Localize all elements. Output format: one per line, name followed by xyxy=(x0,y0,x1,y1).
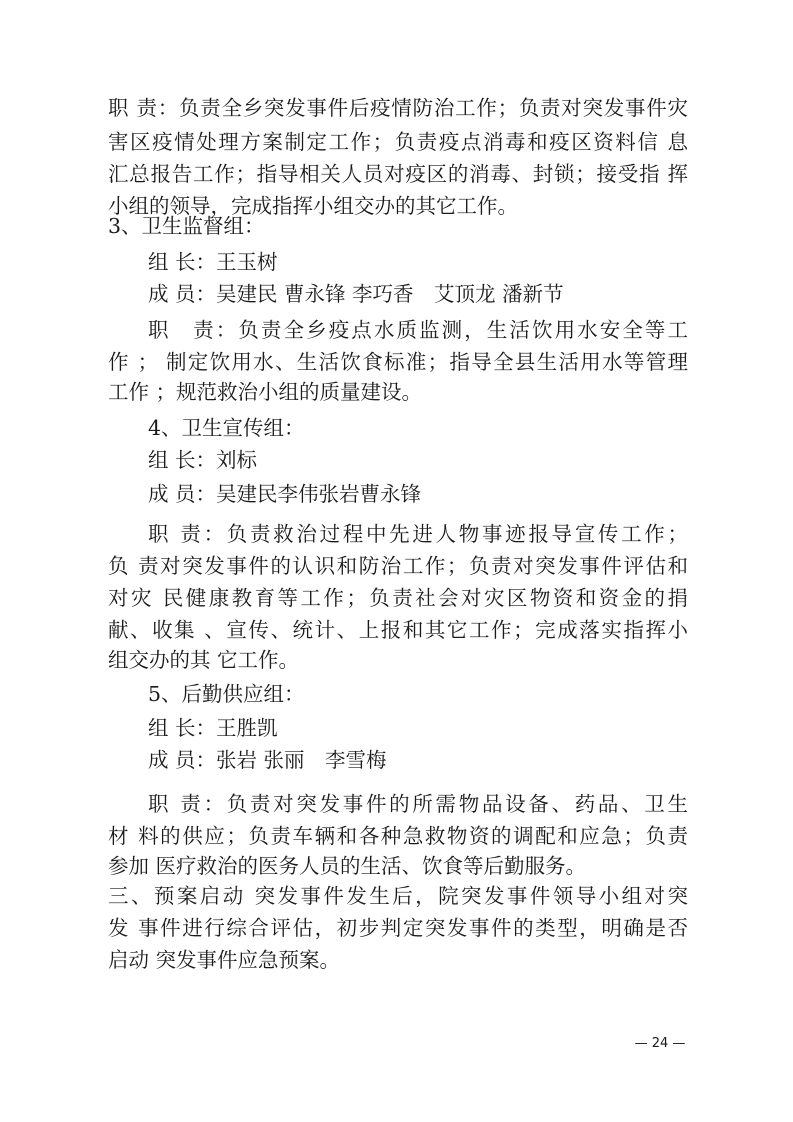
paragraph-line: 害区疫情处理方案制定工作；负责疫点消毒和疫区资料信 息 xyxy=(108,130,688,154)
paragraph-line: 启动 突发事件应急预案。 xyxy=(108,948,341,972)
paragraph-line: 工作 ；规范救治小组的质量建设。 xyxy=(108,380,423,404)
paragraph-line: 作 ； 制定饮用水、生活饮食标准；指导全县生活用水等管理 xyxy=(108,350,688,374)
paragraph-line: 参加 医疗救治的医务人员的生活、饮食等后勤服务。 xyxy=(108,854,587,878)
group-members: 成 员：吴建民李伟张岩曹永锋 xyxy=(148,482,422,506)
group-leader: 组 长：王玉树 xyxy=(148,250,278,274)
paragraph-line: 发 事件进行综合评估，初步判定突发事件的类型，明确是否 xyxy=(108,916,688,940)
paragraph-line: 职 责：负责全乡突发事件后疫情防治工作；负责对突发事件灾 xyxy=(108,96,688,120)
paragraph-line: 献、收集 、宣传、统计、上报和其它工作；完成落实指挥小 xyxy=(108,618,688,642)
group-leader: 组 长：刘标 xyxy=(148,448,258,472)
paragraph-line: 小组的领导，完成指挥小组交办的其它工作。 xyxy=(108,194,518,218)
paragraph-line: 负 责对突发事件的认识和防治工作；负责对突发事件评估和 xyxy=(108,554,688,578)
paragraph-line: 组交办的其 它工作。 xyxy=(108,648,300,672)
paragraph-line: 材 料的供应；负责车辆和各种急救物资的调配和应急；负责 xyxy=(108,824,688,848)
paragraph-line: 职 责：负责救治过程中先进人物事迹报导宣传工作； xyxy=(148,522,688,546)
page-number: — 24 — xyxy=(634,1036,686,1051)
paragraph-line: 汇总报告工作；指导相关人员对疫区的消毒、封锁；接受指 挥 xyxy=(108,162,688,186)
group-leader: 组 长：王胜凯 xyxy=(148,716,278,740)
paragraph-line: 职 责：负责对突发事件的所需物品设备、药品、卫生 xyxy=(148,792,688,816)
section-heading: 3、卫生监督组： xyxy=(108,214,265,238)
group-members: 成 员：张岩 张丽 李雪梅 xyxy=(148,748,387,772)
section-heading: 4、卫生宣传组： xyxy=(148,416,305,440)
section-heading: 5、后勤供应组： xyxy=(148,682,305,706)
group-members: 成 员：吴建民 曹永锋 李巧香 艾顶龙 潘新节 xyxy=(148,282,564,306)
paragraph-line: 职 责：负责全乡疫点水质监测，生活饮用水安全等工 xyxy=(148,318,688,342)
paragraph-line: 对灾 民健康教育等工作；负责社会对灾区物资和资金的捐 xyxy=(108,586,688,610)
paragraph-line: 三、预案启动 突发事件发生后，院突发事件领导小组对突 xyxy=(108,884,688,908)
